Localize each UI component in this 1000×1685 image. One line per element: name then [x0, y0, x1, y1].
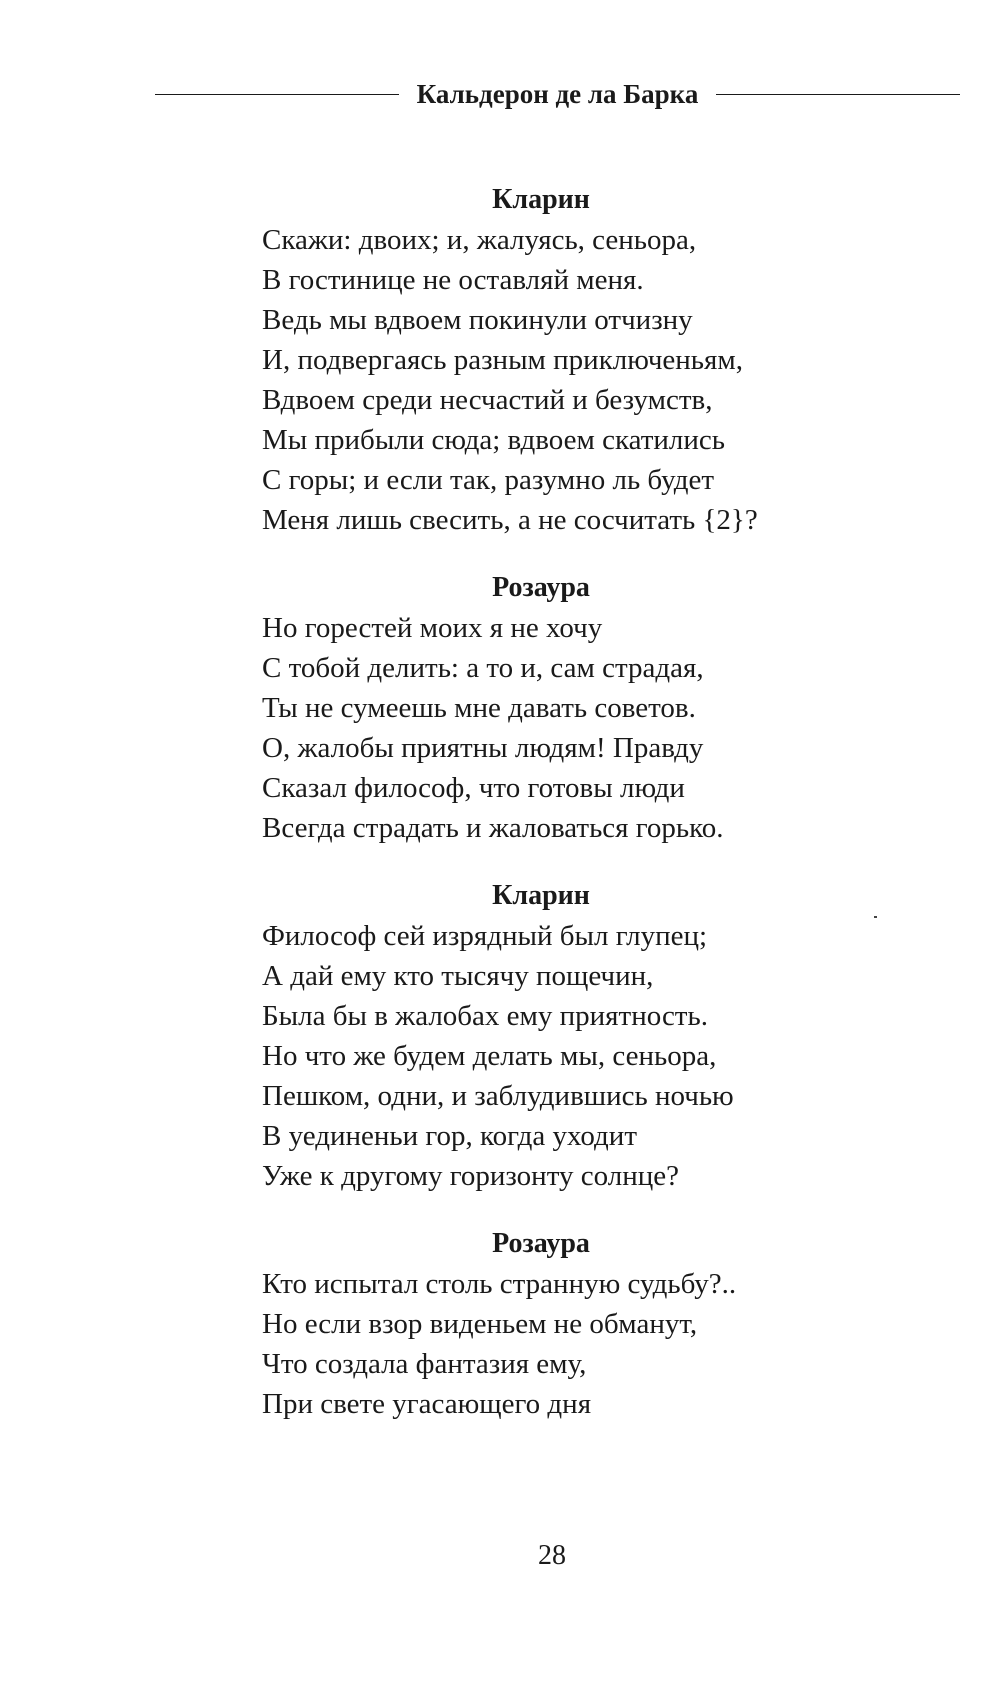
- speaker-name: Кларин: [492, 880, 590, 911]
- verse-line: Ты не сумеешь мне давать советов.: [262, 692, 696, 724]
- verse-line: Но если взор виденьем не обманут,: [262, 1308, 698, 1340]
- print-speck: [874, 916, 877, 918]
- running-head: [155, 74, 960, 114]
- verse-line: Сказал философ, что готовы люди: [262, 772, 685, 804]
- verse-line: В уединеньи гор, когда уходит: [262, 1120, 638, 1152]
- verse-line: С горы; и если так, разумно ль будет: [262, 464, 715, 496]
- verse-line: И, подвергаясь разным приключеньям,: [262, 344, 743, 376]
- verse-line: Философ сей изрядный был глупец;: [262, 920, 708, 952]
- verse-line: При свете угасающего дня: [262, 1388, 592, 1420]
- verse-line: Мы прибыли сюда; вдвоем скатились: [262, 424, 726, 456]
- verse-line: Пешком, одни, и заблудившись ночью: [262, 1080, 734, 1112]
- speech-block: [262, 876, 942, 1196]
- verse-line: Скажи: двоих; и, жалуясь, сеньора,: [262, 224, 697, 256]
- speech-block: [262, 568, 942, 848]
- header-rule-left: [155, 94, 399, 95]
- verse-line: С тобой делить: а то и, сам страдая,: [262, 652, 704, 684]
- speech-block: [262, 180, 942, 540]
- verse-text: [262, 180, 942, 1452]
- verse-line: Но что же будем делать мы, сеньора,: [262, 1040, 717, 1072]
- verse-line: Но горестей моих я не хочу: [262, 612, 603, 644]
- verse-line: Уже к другому горизонту солнце?: [262, 1160, 679, 1192]
- verse-line: Вдвоем среди несчастий и безумств,: [262, 384, 713, 416]
- verse-line: Кто испытал столь странную судьбу?..: [262, 1268, 737, 1300]
- verse-line: Была бы в жалобах ему приятность.: [262, 1000, 708, 1032]
- verse-line: О, жалобы приятны людям! Правду: [262, 732, 704, 764]
- speech-block: [262, 1224, 942, 1424]
- verse-line: Меня лишь свесить, а не сосчитать {2}?: [262, 504, 758, 536]
- verse-line: В гостинице не оставляй меня.: [262, 264, 644, 296]
- speaker-name: Кларин: [492, 184, 590, 215]
- verse-line: Ведь мы вдвоем покинули отчизну: [262, 304, 693, 336]
- running-head-title: Кальдерон де ла Барка: [416, 78, 699, 109]
- header-rule-right: [716, 94, 960, 95]
- verse-line: Всегда страдать и жаловаться горько.: [262, 812, 724, 844]
- verse-line: Что создала фантазия ему,: [262, 1348, 587, 1380]
- page-number: 28: [538, 1540, 566, 1571]
- verse-line: А дай ему кто тысячу пощечин,: [262, 960, 654, 992]
- speaker-name: Розаура: [492, 572, 590, 603]
- speaker-name: Розаура: [492, 1228, 590, 1259]
